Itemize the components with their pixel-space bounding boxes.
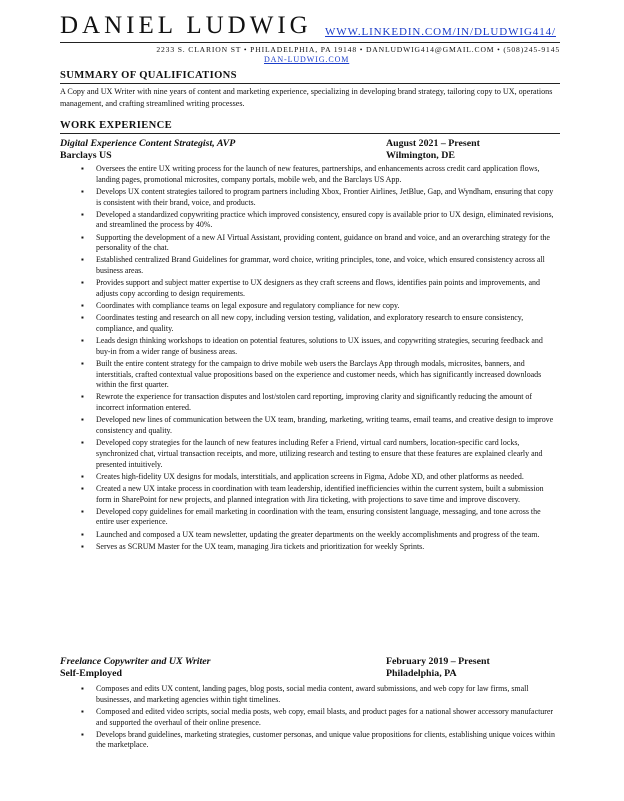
list-item: ▪ Oversees the entire UX writing process for the launch of new features, partnerships, and enhancements across credit card application flows, landing pages, promotional microsites, company portals, mobile web, and the Barclays US App. [96,164,558,186]
list-item: ▪ Supporting the development of a new AI Virtual Assistant, providing content, guidance on brand and voice, and an overarching strategy for the personality of the chat. [96,233,558,255]
job-company: Barclays US [60,150,112,161]
list-item: ▪ Created a new UX intake process in coordination with team leadership, identified inefficiencies within the current system, built a submission form in SharePoint for new projects, and planned integration with Jira ticketing, with projections to save time and improve discovery. [96,484,558,506]
list-item: ▪ Provides support and subject matter expertise to UX designers as they craft screens and flows, identifies pain points and improvements, and adjusts copy according to design requirements. [96,278,558,300]
experience-divider [60,133,560,134]
list-item: ▪ Coordinates with compliance teams on legal exposure and regulatory compliance for new copy. [96,301,558,312]
list-item: ▪ Serves as SCRUM Master for the UX team, managing Jira tickets and prioritization for weekly Sprints. [96,542,558,553]
list-item: ▪ Rewrote the experience for transaction disputes and lost/stolen card reporting, improving clarity and significantly reducing the amount of incorrect information entered. [96,392,558,414]
job-title: Digital Experience Content Strategist, AVP [60,138,236,149]
summary-divider [60,83,560,84]
list-item: ▪ Established centralized Brand Guidelines for grammar, word choice, writing principles, tone, and voice, which ensured consistency across all business areas. [96,255,558,277]
candidate-name: DANIEL LUDWIG [60,12,312,39]
list-item: ▪ Developed new lines of communication between the UX team, branding, marketing, writing teams, email teams, and creative design to improve consistency and quality. [96,415,558,437]
list-item: ▪ Built the entire content strategy for the campaign to drive mobile web users the Barclays App through modals, microsites, banners, and interstitials, crafted contextual value propositions based on the experience and customer needs, which has significantly increased downloads within the first quarter. [96,359,558,391]
list-item: ▪ Develops brand guidelines, marketing strategies, customer personas, and unique value propositions for clients, establishing unique voices within the marketplace. [96,730,558,752]
contact-line: 2233 S. CLARION ST • PHILADELPHIA, PA 19148 • DANLUDWIG414@GMAIL.COM • (508)245-9145 [156,45,560,54]
list-item: ▪ Leads design thinking workshops to ideation on potential features, solutions to UX issues, and copywriting strategies, securing feedback and buy-in from a wider range of business areas. [96,336,558,358]
experience-heading: WORK EXPERIENCE [60,120,173,131]
linkedin-link[interactable]: WWW.LINKEDIN.COM/IN/DLUDWIG414/ [325,26,556,38]
summary-text: A Copy and UX Writer with nine years of content and marketing experience, specializing in developing brand strategy, tailoring copy to UX, operations management, and crafting streamlined writing processes. [60,87,553,108]
job-bullets [96,164,558,554]
summary-heading: SUMMARY OF QUALIFICATIONS [60,70,237,81]
list-item: ▪ Creates high-fidelity UX designs for modals, interstitials, and application screens in Figma, Adobe XD, and other platforms as needed. [96,472,558,483]
list-item: ▪ Developed a standardized copywriting practice which improved consistency, ensured copy is available prior to UX design, eliminated revisions, and streamlined the process by 40%. [96,210,558,232]
list-item: ▪ Develops UX content strategies tailored to program partners including Xbox, Frontier Airlines, JetBlue, Gap, and Wyndham, ensuring that copy is consistent with their brand, voice, and products. [96,187,558,209]
website-link[interactable]: DAN-LUDWIG.COM [264,55,350,64]
list-item: ▪ Coordinates testing and research on all new copy, including version testing, validation, and exploratory research to ensure consistency, compliance, and quality. [96,313,558,335]
list-item: ▪ Developed copy guidelines for email marketing in coordination with the team, ensuring consistent language, messaging, and tone across the entire user experience. [96,507,558,529]
job-company: Self-Employed [60,668,122,679]
job-title: Freelance Copywriter and UX Writer [60,656,211,667]
list-item: ▪ Composes and edits UX content, landing pages, blog posts, social media content, award submissions, and web copy for law firms, small businesses, and marketing agencies within tight timelines. [96,684,558,706]
job-location: Wilmington, DE [386,150,455,161]
list-item: ▪ Launched and composed a UX team newsletter, updating the greater departments on the weekly accomplishments and progress of the team. [96,530,558,541]
list-item: ▪ Developed copy strategies for the launch of new features including Refer a Friend, virtual card numbers, location-specific card locks, synchronized chat, virtual transaction receipts, and more, utilizing research and testing to ensure that these features are explained clearly and presented intuitively. [96,438,558,470]
job-dates: August 2021 – Present [386,138,480,149]
list-item: ▪ Composed and edited video scripts, social media posts, web copy, email blasts, and product pages for a national shower accessory manufacturer and supported the overhaul of their online presence. [96,707,558,729]
job-location: Philadelphia, PA [386,668,457,679]
header-divider [60,42,560,43]
job-bullets [96,684,558,753]
job-dates: February 2019 – Present [386,656,490,667]
